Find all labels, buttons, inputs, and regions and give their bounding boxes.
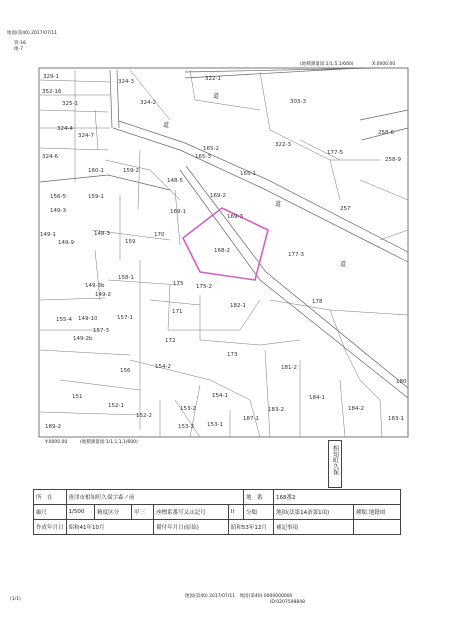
map-bottom-note: (地積測量図:1/1,1,1,1/600) [80, 440, 138, 445]
legend-line-1: 管-16 [14, 41, 26, 46]
parcel-label: 178 [312, 299, 323, 305]
locality-stamp: 相知町久保 [328, 440, 342, 488]
footer-id: ID:0207598848 [270, 600, 305, 605]
created-label: 作成年月日 [34, 520, 67, 535]
parcel-label: 352-16 [42, 89, 62, 95]
parcel-label: 165-3 [195, 154, 211, 160]
parcel-label: 169-1 [170, 209, 186, 215]
parcel-label: 159 [125, 239, 136, 245]
parcel-label: 324-3 [118, 79, 134, 85]
provided-value: 昭和53年12月 [228, 520, 273, 535]
coord-bottom-left: Y:0000.00 [45, 440, 68, 445]
provided-label: 備付年月日(原始) [154, 520, 229, 535]
parcel-label: 156 [120, 368, 131, 374]
distribution-value: 地図(法第14条第1項) [273, 505, 353, 520]
lot-label: 地 番 [243, 490, 273, 505]
parcel-label: 160-1 [88, 168, 104, 174]
print-stamp: 地図(第40) 2017/07/11 [7, 31, 58, 36]
scale-label: 縮尺 [34, 505, 67, 520]
parcel-label: 324-6 [42, 154, 58, 160]
parcel-label: 153-3 [178, 424, 194, 430]
parcel-label: 172 [165, 338, 176, 344]
parcel-label: 169-2 [210, 193, 226, 199]
parcel-label: 180 [396, 379, 407, 385]
parcel-label: 148-5 [167, 178, 183, 184]
parcel-label: 168-2 [214, 248, 230, 254]
parcel-label: 149-3 [50, 208, 66, 214]
parcel-label: 303-3 [290, 99, 306, 105]
note-value [353, 520, 400, 535]
parcel-label: 149-2b [73, 336, 93, 342]
parcel-label: 149-10 [78, 316, 98, 322]
location-label: 所 在 [34, 490, 67, 505]
map-top-note: (地積測量図:1/1,5,1/600) [300, 62, 354, 67]
parcel-label: 151 [72, 394, 83, 400]
page-number: (1/1) [10, 597, 21, 602]
parcel-label: 325-1 [62, 101, 78, 107]
parcel-label-extra: 184-2 [348, 406, 364, 412]
lot-value: 168番2 [273, 490, 400, 505]
created-value: 昭和41年10月 [66, 520, 154, 535]
parcel-label: 159-2 [123, 168, 139, 174]
road-label-3: 道 [275, 201, 282, 208]
parcel-label: 158-1 [118, 275, 134, 281]
parcel-label: 183-2 [268, 407, 284, 413]
parcel-label: 322-3 [275, 142, 291, 148]
parcel-label: 181-2 [281, 365, 297, 371]
parcel-label: 157-1 [117, 315, 133, 321]
parcel-label: 149-9 [58, 240, 74, 246]
parcel-label: 159-1 [88, 194, 104, 200]
parcel-label: 154-2 [155, 364, 171, 370]
parcel-label: 324-2 [140, 100, 156, 106]
distribution-label: 分類 [243, 505, 273, 520]
parcel-label: 324-7 [78, 133, 94, 139]
coord-value: II [228, 505, 243, 520]
parcel-label: 156-5 [50, 194, 66, 200]
parcel-label: 322-1 [205, 76, 221, 82]
type-cell [353, 505, 400, 520]
parcel-label: 258-9 [385, 157, 401, 163]
info-table [33, 489, 401, 535]
parcel-label: 154-1 [212, 393, 228, 399]
parcel-label: 152-2 [136, 413, 152, 419]
type-value: 地籍図 [368, 510, 386, 516]
parcel-label: 149-1 [40, 232, 56, 238]
parcel-label: 182-1 [230, 303, 246, 309]
parcel-label: 152-1 [108, 403, 124, 409]
parcel-label: 153-1 [207, 422, 223, 428]
coord-top-right: X:0000.00 [372, 62, 396, 67]
parcel-label: 177-3 [288, 252, 304, 258]
parcel-label: 257 [340, 206, 351, 212]
type-label: 種類 [355, 510, 367, 516]
parcel-label: 175-2 [196, 284, 212, 290]
parcel-label: 324-4 [57, 126, 73, 132]
legend-line-2: 地-7 [14, 47, 23, 52]
precision-value: 甲三 [132, 505, 154, 520]
parcel-label: 189-2 [45, 424, 61, 430]
parcel-label: 170 [154, 232, 165, 238]
parcel-label: 157-3 [93, 328, 109, 334]
precision-label: 精度区分 [95, 505, 132, 520]
parcel-label: 165-1 [240, 171, 256, 177]
note-label: 補記事項 [273, 520, 353, 535]
road-label-1: 道 [213, 93, 220, 100]
scale-value: 1/500 [66, 505, 95, 520]
parcel-label: 165-2 [203, 146, 219, 152]
parcel-label: 183-1 [388, 416, 404, 422]
parcel-label: 173 [227, 352, 238, 358]
parcel-label: 177-5 [327, 150, 343, 156]
coord-label: 座標系番号又は記号 [154, 505, 229, 520]
parcel-label: 169-3 [227, 214, 243, 220]
parcel-label: 175 [173, 281, 184, 287]
parcel-label: 187-1 [243, 416, 259, 422]
location-value: 唐津市相知町久保字森ノ前 [66, 490, 243, 505]
parcel-label: 148-3 [94, 231, 110, 237]
parcel-label: 149-2 [95, 292, 111, 298]
road-label-4: 道 [340, 261, 347, 268]
footer-print-info: 地図(第40) 2017/07/11 地図(第40) 0000000000 [185, 594, 293, 599]
parcel-label: 329-1 [43, 74, 59, 80]
road-label-2: 道 [163, 122, 170, 129]
parcel-label: 153-2 [180, 406, 196, 412]
parcel-label: 184-1 [309, 395, 325, 401]
parcel-label: 155-4 [56, 317, 72, 323]
parcel-label: 171 [172, 309, 183, 315]
parcel-label: 258-6 [378, 130, 394, 136]
parcel-label: 149-3b [85, 283, 105, 289]
